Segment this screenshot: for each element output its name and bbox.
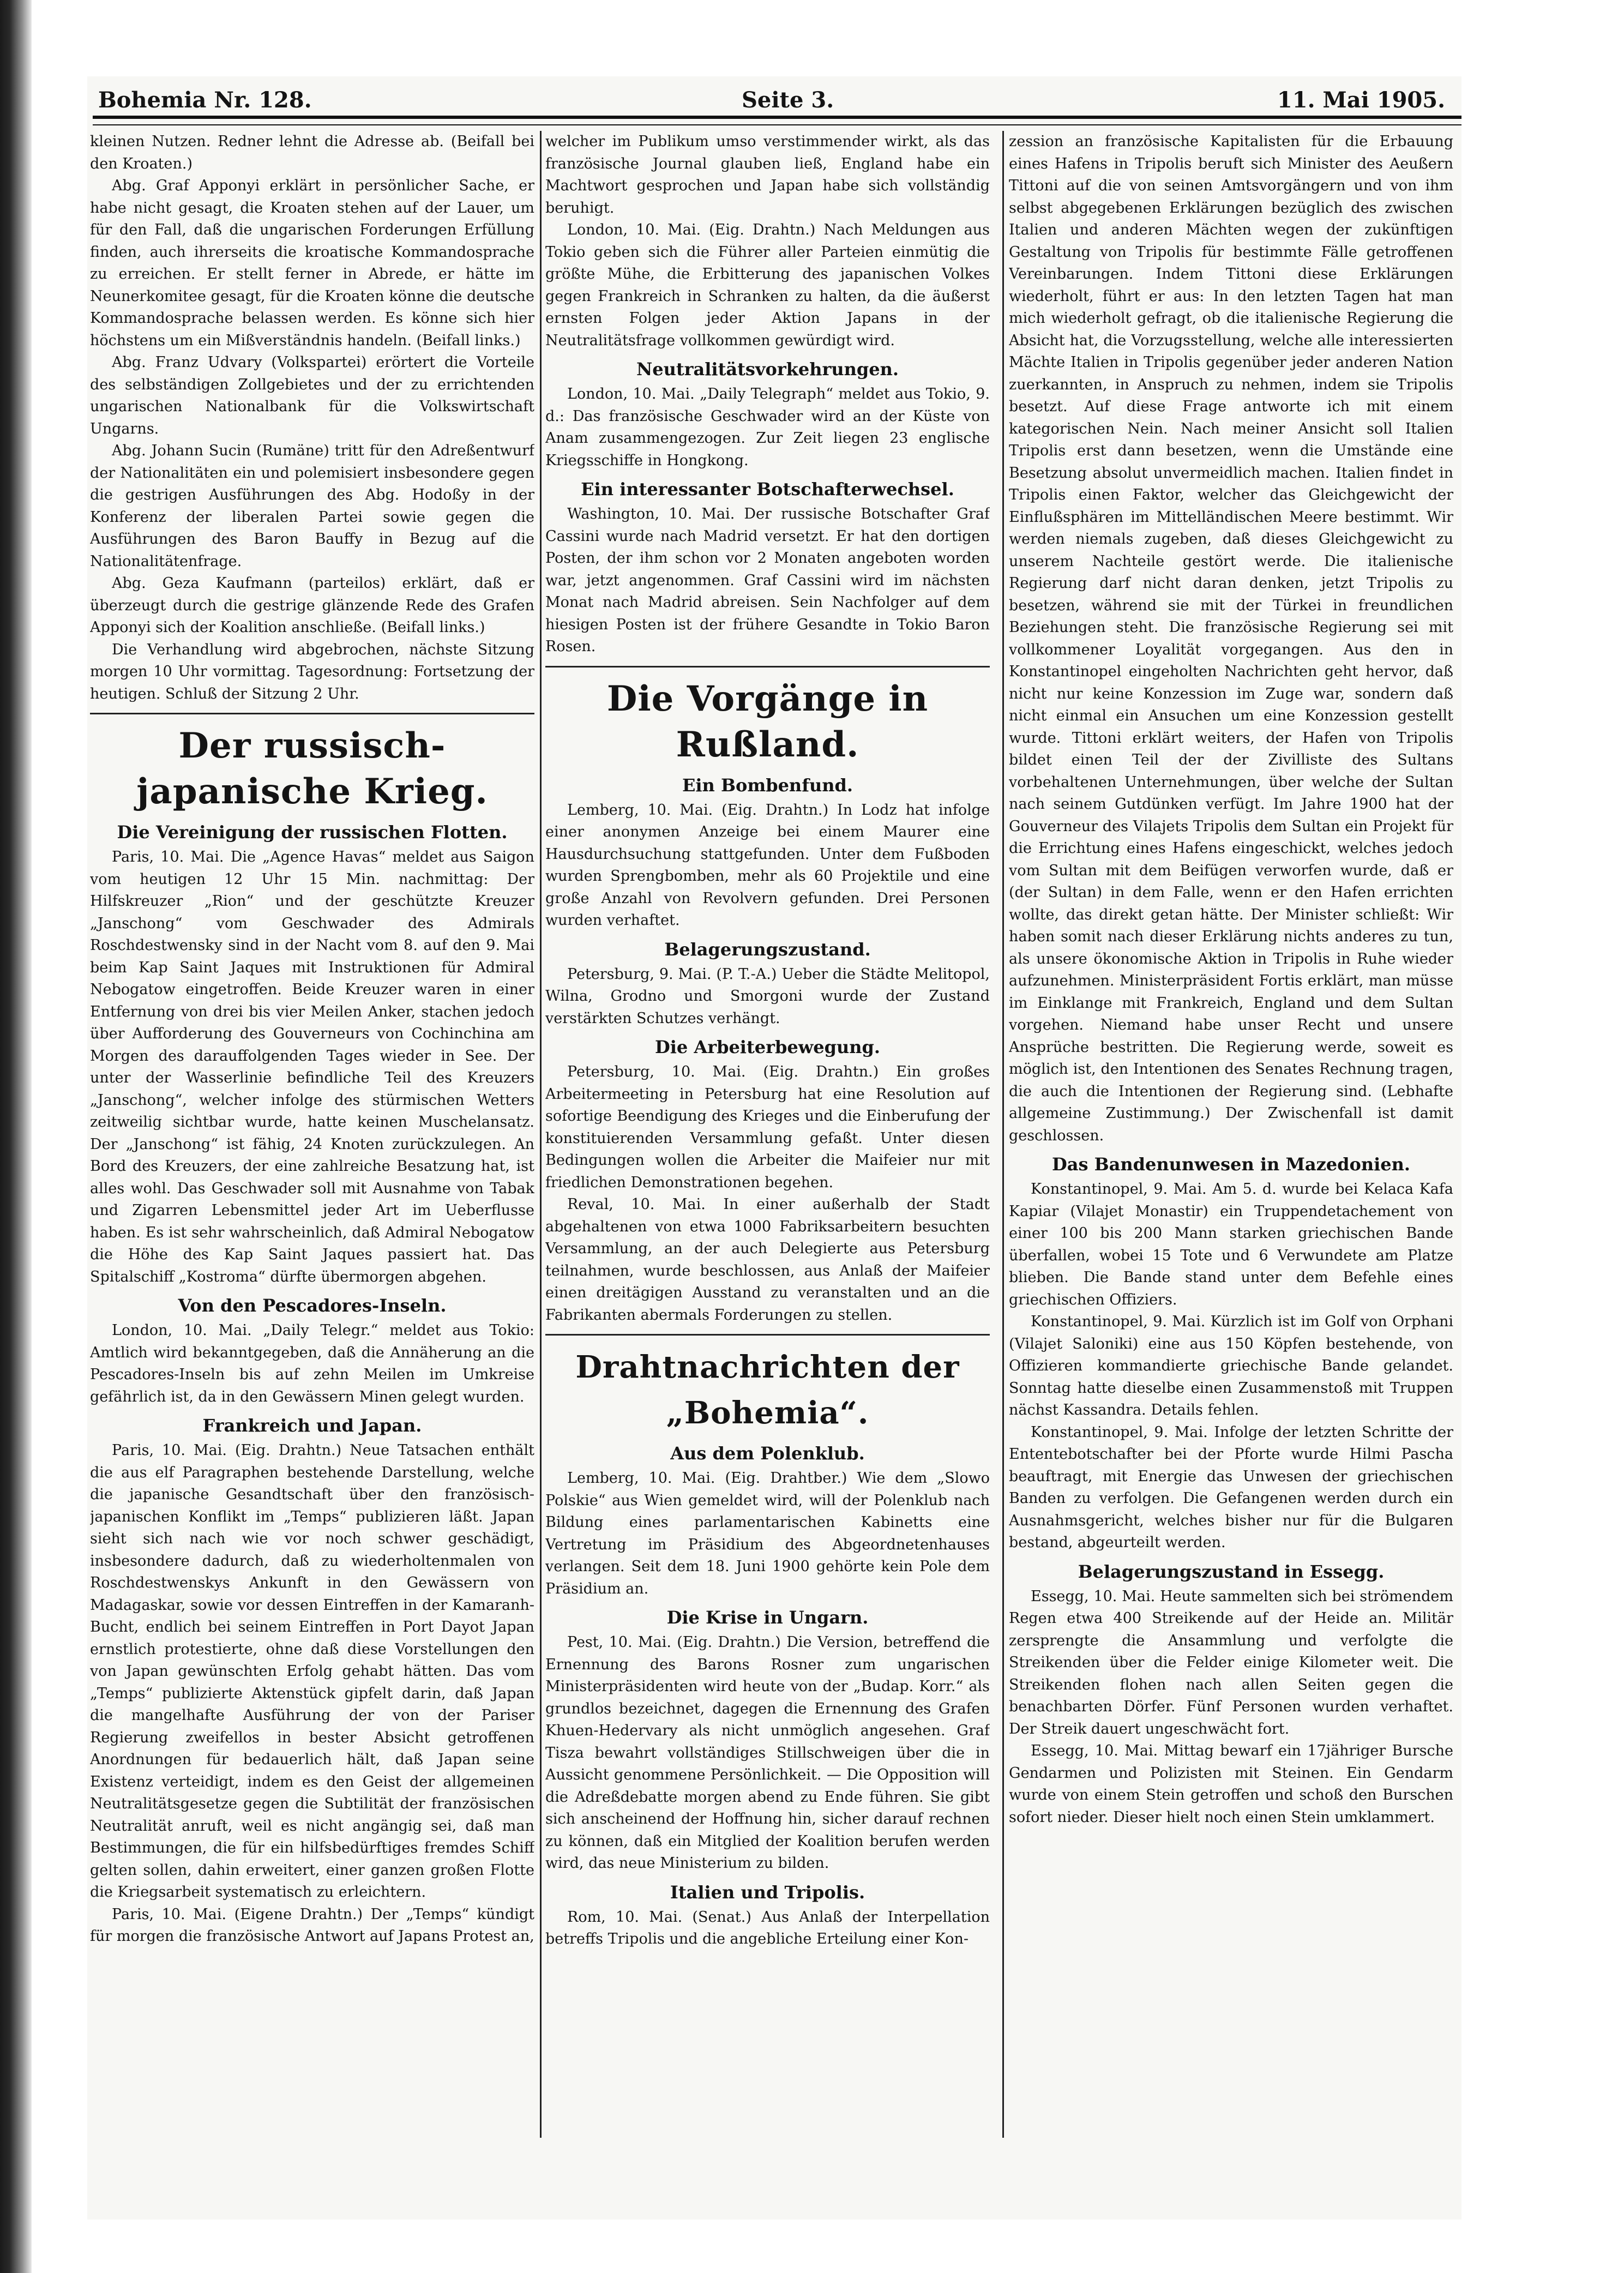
- section-rule: [545, 1334, 990, 1336]
- issue-date: 11. Mai 1905.: [1277, 87, 1445, 113]
- column-divider: [1002, 131, 1004, 2138]
- article-paragraph: Die Verhandlung wird abgebrochen, nächste Sitzung morgen 10 Uhr vormittag. Tagesordnung: Fortsetzung der heutigen. Schluß der Sitzung 2 Uhr.: [90, 641, 534, 702]
- article-paragraph: kleinen Nutzen. Redner lehnt die Adresse ab. (Beifall bei den Kroaten.): [90, 133, 534, 172]
- section-rule: [545, 666, 990, 668]
- page-number: Seite 3.: [742, 87, 834, 113]
- section-rule: [90, 713, 534, 714]
- article-heading: Die Vereinigung der russischen Flotten.: [117, 822, 508, 843]
- article-paragraph: Petersburg, 10. Mai. (Eig. Drahtn.) Ein großes Arbeitermeeting in Petersburg hat eine Resolution auf sofortige Beendigung des Krieges und die Einberufung der konstituierenden Versammlung gefaßt. Unter diesen Bedingungen wollen die Arbeiter die Maifeier nur mit friedlichen Demonstrationen begehen.: [545, 1063, 990, 1191]
- article-paragraph: Essegg, 10. Mai. Mittag bewarf ein 17jähriger Bursche Gendarmen und Polizisten mit Steinen. Ein Gendarm wurde von einem Stein getroffen und schoß den Burschen sofort nieder. Dieser hielt noch einen Stein umklammert.: [1009, 1742, 1453, 1826]
- article-heading: Von den Pescadores-Inseln.: [178, 1295, 447, 1316]
- article-paragraph: Petersburg, 9. Mai. (P. T.-A.) Ueber die Städte Melitopol, Wilna, Grodno und Smorgoni wurde der Zustand verstärkten Schutzes verhängt.: [545, 965, 990, 1027]
- article-paragraph: welcher im Publikum umso verstimmender wirkt, als das französische Journal glauben ließ, England habe ein Machtwort gesprochen und Japan habe sich vollständig beruhigt.: [545, 133, 990, 217]
- article-paragraph: Rom, 10. Mai. (Senat.) Aus Anlaß der Interpellation betreffs Tripolis und die angebliche Erteilung einer Kon-: [545, 1908, 990, 1947]
- article-heading: Ein Bombenfund.: [682, 774, 853, 796]
- article-paragraph: Lemberg, 10. Mai. (Eig. Drahtn.) In Lodz hat infolge einer anonymen Anzeige bei einem Maurer eine Hausdurchsuchung stattgefunden. Unter dem Fußboden wurden Sprengbomben, mehr als 60 Projektile und eine große Anzahl von Revolvern gefunden. Drei Personen wurden verhaftet.: [545, 801, 990, 929]
- article-heading: Neutralitätsvorkehrungen.: [636, 359, 899, 380]
- column-divider: [540, 131, 542, 2138]
- article-paragraph: zession an französische Kapitalisten für die Erbauung eines Hafens in Tripolis beruft sich Minister des Aeußern Tittoni auf die von seinen Amtsvorgängern und von ihm selbst abgegebenen Erklärungen bezüglich des zwischen Italien und anderen Mächten wegen der zukünftigen Gestaltung von Tripolis für bestimmte Fälle getroffenen Vereinbarungen. Indem Tittoni diese Erklärungen wiederholt, führt er aus: In den letzten Tagen hat man mich wiederholt gefragt, ob die italienische Regierung die Absicht hat, die Vorzugsstellung, welche alle interessierten Mächte Italien in Tripolis gegenüber jeder anderen Nation zuerkannten, in Anspruch zu nehmen, indem sie Tripolis besetzt. Auf diese Frage antworte ich mit einem kategorischen Nein. Nach meiner Ansicht soll Italien Tripolis erst dann besetzen, wenn die Umstände eine Besetzung absolut unvermeidlich machen. Italien findet in Tripolis einen Faktor, welcher das Gleichgewicht der Einflußsphären im Mittelländischen Meere bestimmt. Wir werden niemals zugeben, daß dieses Gleichgewicht zu unserem Nachteile gestört werde. Die italienische Regierung darf nicht daran denken, jetzt Tripolis zu besetzen, während sie mit der Türkei in freundlichen Beziehungen steht. Die französische Regierung sei mit vollkommener Loyalität vorgegangen. Aus den in Konstantinopel eingeholten Nachrichten geht hervor, daß nicht nur keine Konzession im Zuge war, sondern daß nicht einmal ein Ansuchen um eine Konzession gestellt wurde. Tittoni erklärt weiters, der Hafen von Tripolis bildet einen Teil der der Zivilliste des Sultans vorbehaltenen Unternehmungen, über welche der Sultan nach seinem Gutdünken verfügt. Im Jahre 1900 hat der Gouverneur des Vilajets Tripolis dem Sultan ein Projekt für die Errichtung eines Hafens eingeschickt, welches jedoch vom Sultan mit dem Beifügen verworfen wurde, daß er (der Sultan) in dem Falle, wenn er den Hafen errichten wollte, das direkt getan hätte. Der Minister schließt: Wir haben somit nach dieser Erklärung nichts anderes zu tun, als unsere ökonomische Aktion in Tripolis in Ruhe wieder aufzunehmen. Ministerpräsident Fortis erklärt, man müsse im Einklange mit Frankreich, England und dem Sultan vorgehen. Niemand habe unser Recht und unsere Ansprüche bestritten. Die Regierung werde, soweit es möglich ist, den Intentionen des Senates Rechnung tragen, die auch die Intentionen der Regierung sind. (Lebhafte allgemeine Zustimmung.) Der Zwischenfall ist damit geschlossen.: [1009, 133, 1453, 1144]
- article-paragraph: Essegg, 10. Mai. Heute sammelten sich bei strömendem Regen etwa 400 Streikende auf der Heide an. Militär zersprengte die Ansammlung und verfolgte die Streikenden über die Felder einige Kilometer weit. Die Streikenden flohen nach allen Seiten gegen die benachbarten Dörfer. Fünf Personen wurden verhaftet. Der Streik dauert ungeschwächt fort.: [1009, 1588, 1453, 1737]
- article-heading: Die Krise in Ungarn.: [666, 1607, 869, 1628]
- publication-name: Bohemia Nr. 128.: [98, 87, 312, 113]
- article-heading: Ein interessanter Botschafterwechsel.: [581, 479, 954, 500]
- article-paragraph: Paris, 10. Mai. (Eigene Drahtn.) Der „Temps“ kündigt für morgen die französische Antwort auf Japans Protest an,: [90, 1905, 534, 1945]
- article-heading: Das Bandenunwesen in Mazedonien.: [1051, 1154, 1411, 1175]
- section-title: Die Vorgänge in Rußland.: [606, 678, 929, 765]
- article-heading: Aus dem Polenklub.: [670, 1443, 865, 1464]
- article-paragraph: Konstantinopel, 9. Mai. Am 5. d. wurde bei Kelaca Kafa Kapiar (Vilajet Monastir) ein Truppendetachement von einer 100 bis 200 Mann starken griechischen Bande überfallen, wobei 15 Tote und 6 Verwundete am Platze blieben. Die Bande stand unter dem Befehle eines griechischen Offiziers.: [1009, 1181, 1453, 1308]
- article-paragraph: Abg. Franz Udvary (Volkspartei) erörtert die Vorteile des selbständigen Zollgebietes und der zu errichtenden ungarischen Nationalbank für die Volkswirtschaft Ungarns.: [90, 354, 534, 437]
- scan-edge-shadow: [0, 0, 32, 2273]
- column-3: [1009, 131, 1453, 2138]
- article-heading: Belagerungszustand.: [664, 939, 871, 960]
- column-2: [545, 131, 990, 2138]
- article-paragraph: Konstantinopel, 9. Mai. Infolge der letzten Schritte der Ententebotschafter bei der Pforte wurde Hilmi Pascha beauftragt, mit Energie das Unwesen der griechischen Banden zu verfolgen. Die Gefangenen werden durch ein Ausnahmsgericht, welches bisher nur für die Bulgaren bestand, abgeurteilt werden.: [1009, 1423, 1453, 1551]
- article-paragraph: Paris, 10. Mai. Die „Agence Havas“ meldet aus Saigon vom heutigen 12 Uhr 15 Min. nachmittag: Der Hilfskreuzer „Rion“ und der geschützte Kreuzer „Janschong“ vom Geschwader des Admirals Roschdestwensky sind in der Nacht vom 8. auf den 9. Mai beim Kap Saint Jaques mit Instruktionen für Admiral Nebogatow eingetroffen. Beide Kreuzer waren in einer Entfernung von drei bis vier Meilen Anker, stachen jedoch über Aufforderung des Gouverneurs von Cochinchina am Morgen des darauffolgenden Tages wieder in See. Der unter der Wasserlinie befindliche Teil des Kreuzers „Janschong“, welcher infolge des stürmischen Wetters zeitweilig sichtbar wurde, hatte keinen Muschelansatz. Der „Janschong“ ist fähig, 24 Knoten zurückzulegen. An Bord des Kreuzers, der eine zahlreiche Besatzung hat, ist alles wohl. Das Geschwader soll mit Ausnahme von Tabak und Zigarren Lebensmittel jeder Art im Ueberflusse haben. Es ist sehr wahrscheinlich, daß Admiral Nebogatow die Höhe des Kap Saint Jaques passiert hat. Das Spitalschiff „Kostroma“ dürfte übermorgen abgehen.: [90, 849, 534, 1285]
- section-title: Drahtnachrichten der „Bohemia“.: [575, 1349, 960, 1431]
- article-paragraph: London, 10. Mai. „Daily Telegraph“ meldet aus Tokio, 9. d.: Das französische Geschwader wird an der Küste von Anam zusammengezogen. Zur Zeit liegen 23 englische Kriegsschiffe in Hongkong.: [545, 386, 990, 469]
- article-heading: Italien und Tripolis.: [670, 1881, 865, 1903]
- article-paragraph: Pest, 10. Mai. (Eig. Drahtn.) Die Version, betreffend die Ernennung des Barons Rosner zum ungarischen Ministerpräsidenten wird heute von der „Budap. Korr.“ als grundlos bezeichnet, dagegen die Ernennung des Grafen Khuen-Hedervary als nicht unmöglich angesehen. Graf Tisza bewahrt vollständiges Stillschweigen über die in Aussicht genommene Persönlichkeit. — Die Opposition will die Adreßdebatte morgen abend zu Ende führen. Sie gibt sich anscheinend der Hoffnung hin, sicher darauf rechnen zu können, daß ein Mitglied der Koalition berufen werden wird, das neue Ministerium zu bilden.: [545, 1634, 990, 1872]
- article-paragraph: Lemberg, 10. Mai. (Eig. Drahtber.) Wie dem „Slowo Polskie“ aus Wien gemeldet wird, will der Polenklub nach Bildung eines parlamentarischen Kabinetts eine Vertretung im Präsidium des Abgeordnetenhauses verlangen. Seit dem 18. Juni 1900 gehörte kein Pole dem Präsidium an.: [545, 1470, 990, 1597]
- article-paragraph: Paris, 10. Mai. (Eig. Drahtn.) Neue Tatsachen enthält die aus elf Paragraphen bestehende Darstellung, welche die japanische Gesandtschaft über den französisch-japanischen Konflikt im „Temps“ publizieren läßt. Japan sieht sich nach wie vor noch schwer geschädigt, insbesondere dadurch, daß zu wiederholtenmalen von Roschdestwenskys Ankunft in den Gewässern von Madagaskar, sowie vor dessen Eintreffen in der Kamaranh-Bucht, endlich bei seinem Eintreffen in Port Dayot Japan ernstlich protestierte, ohne daß diese Vorstellungen den von Japan gewünschten Erfolg gehabt hätten. Das vom „Temps“ publizierte Aktenstück gipfelt darin, daß Japan die mangelhafte Ausführung der von der Pariser Regierung zweifellos in bester Absicht getroffenen Anordnungen für bedauerlich hält, daß Japan seine Existenz verteidigt, indem es den Geist der allgemeinen Neutralitätsgesetze gegen die Subtilität der französischen Neutralität anruft, weil es nicht angängig sei, daß man Bestimmungen, die für ein hilfsbedürftiges fremdes Schiff gelten sollen, dahin erweitert, einer ganzen großen Flotte die Kriegsarbeit systematisch zu erleichtern.: [90, 1442, 534, 1901]
- header-rule: [93, 116, 1461, 125]
- article-paragraph: Washington, 10. Mai. Der russische Botschafter Graf Cassini wurde nach Madrid versetzt. Er hat den dortigen Posten, der ihm schon vor 2 Monaten angeboten worden war, jetzt angenommen. Graf Cassini wird im nächsten Monat nach Madrid abreisen. Sein Nachfolger auf dem hiesigen Posten ist der frühere Gesandte in Tokio Baron Rosen.: [545, 506, 990, 655]
- article-heading: Frankreich und Japan.: [202, 1415, 422, 1436]
- page-header: [87, 82, 1461, 120]
- article-paragraph: Reval, 10. Mai. In einer außerhalb der Stadt abgehaltenen von etwa 1000 Fabriksarbeitern besuchten Versammlung, an der auch Delegierte aus Petersburg teilnahmen, wurde beschlossen, aus Anlaß der Maifeier einen dreitägigen Ausstand zu veranstalten und an die Fabrikanten abermals Forderungen zu stellen.: [545, 1196, 990, 1324]
- article-paragraph: Abg. Graf Apponyi erklärt in persönlicher Sache, er habe nicht gesagt, die Kroaten stehen auf der Lauer, um für den Fall, daß die ungarischen Forderungen Erfüllung finden, auch ihrerseits die kroatische Kommandosprache zu erreichen. Er stellt ferner in Abrede, er hätte im Neunerkomitee gesagt, für die Kroaten könne die deutsche Kommandosprache belassen werden. Es könne sich hier höchstens um ein Mißverständnis handeln. (Beifall links.): [90, 177, 534, 349]
- article-paragraph: Abg. Geza Kaufmann (parteilos) erklärt, daß er überzeugt durch die gestrige glänzende Rede des Grafen Apponyi sich der Koalition anschließe. (Beifall links.): [90, 575, 534, 636]
- article-paragraph: London, 10. Mai. „Daily Telegr.“ meldet aus Tokio: Amtlich wird bekanntgegeben, daß die Annäherung an die Pescadores-Inseln bis auf zehn Meilen im Umkreise gefährlich ist, da in den Gewässern Minen gelegt wurden.: [90, 1322, 534, 1405]
- article-paragraph: London, 10. Mai. (Eig. Drahtn.) Nach Meldungen aus Tokio geben sich die Führer aller Parteien einmütig die größte Mühe, die Erbitterung des japanischen Volkes gegen Frankreich in Schranken zu halten, da die äußerst ernsten Folgen jeder Aktion Japans in der Neutralitätsfrage vollkommen gewürdigt wird.: [545, 221, 990, 349]
- article-paragraph: Abg. Johann Sucin (Rumäne) tritt für den Adreßentwurf der Nationalitäten ein und polemisiert insbesondere gegen die gestrigen Ausführungen des Abg. Hodoßy in der Konferenz der liberalen Partei sowie gegen die Ausführungen des Baron Bauffy in Bezug auf die Nationalitätenfrage.: [90, 442, 534, 570]
- article-heading: Die Arbeiterbewegung.: [654, 1037, 881, 1057]
- article-heading: Belagerungszustand in Essegg.: [1078, 1561, 1385, 1582]
- column-1: [90, 131, 534, 2138]
- section-title: Der russisch-japanische Krieg.: [136, 725, 488, 812]
- article-paragraph: Konstantinopel, 9. Mai. Kürzlich ist im Golf von Orphani (Vilajet Saloniki) eine aus 150 Köpfen bestehende, von Offizieren kommandierte griechische Bande gelandet. Sonntag hatte dieselbe einen Zusammenstoß mit Truppen nächst Kassandra. Details fehlen.: [1009, 1313, 1453, 1418]
